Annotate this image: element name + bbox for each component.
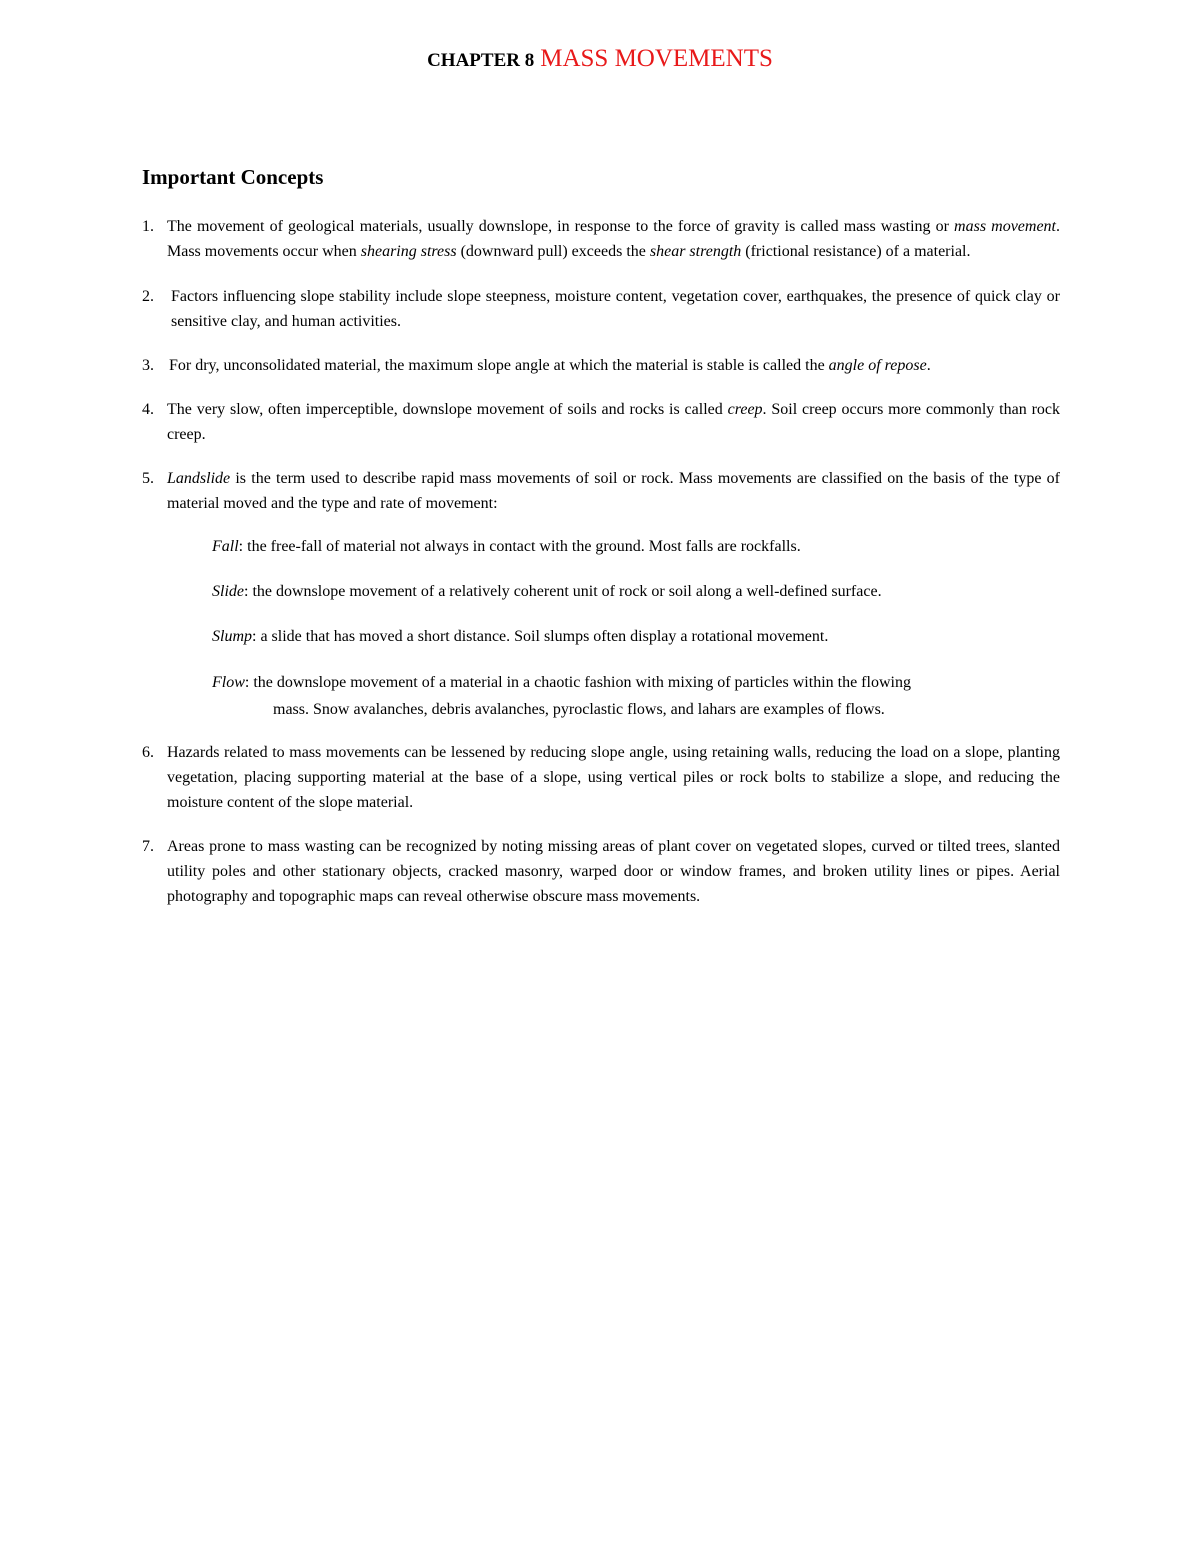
- term-creep: creep: [727, 401, 763, 418]
- item-number: 5.: [142, 470, 154, 487]
- chapter-title: [0, 42, 1200, 78]
- term-shearing-stress: shearing stress: [360, 243, 457, 260]
- term-angle-of-repose: angle of repose: [828, 357, 927, 374]
- movement-term: Flow: [212, 674, 245, 691]
- movement-desc-continued: mass. Snow avalanches, debris avalanches, pyroclastic flows, and lahars are examples of flows.: [273, 701, 885, 718]
- concept-item-5: [142, 466, 1060, 516]
- concepts-list: [142, 214, 1060, 909]
- movement-term: Fall: [212, 538, 239, 555]
- section-heading: Important Concepts: [142, 165, 324, 189]
- movement-term: Slide: [212, 583, 244, 600]
- item-number: 3.: [142, 357, 154, 374]
- concept-item-1: [142, 214, 1060, 264]
- movement-type-fall: [212, 534, 1060, 559]
- concept-item-7: [142, 834, 1060, 909]
- item-text: The very slow, often imperceptible, downslope movement of soils and rocks is called creep. Soil creep occurs more commonly than rock creep.: [167, 401, 1060, 443]
- movement-desc: : the downslope movement of a relatively coherent unit of rock or soil along a well-defined surface.: [244, 583, 882, 600]
- concept-item-3: [142, 353, 1060, 378]
- concept-item-6: [142, 740, 1060, 815]
- item-text: For dry, unconsolidated material, the maximum slope angle at which the material is stable is called the angle of repose.: [169, 357, 931, 374]
- item-text: Areas prone to mass wasting can be recognized by noting missing areas of plant cover on vegetated slopes, curved or tilted trees, slanted utility poles and other stationary objects, cracked masonry, warped door or window frames, and broken utility lines or pipes. Aerial photography and topographic maps can reveal otherwise obscure mass movements.: [167, 838, 1060, 905]
- movement-type-slump: [212, 624, 1060, 649]
- item-number: 2.: [142, 288, 154, 305]
- movement-term: Slump: [212, 628, 252, 645]
- movement-type-slide: [212, 579, 1060, 604]
- term-landslide: Landslide: [167, 470, 231, 487]
- concept-item-4: [142, 397, 1060, 447]
- term-mass-movement: mass movement: [954, 218, 1056, 235]
- item-text: The movement of geological materials, usually downslope, in response to the force of gravity is called mass wasting or mass movement. Mass movements occur when shearing stress (downward pull) exceeds the shear strength (frictional resistance) of a material.: [167, 218, 1060, 260]
- chapter-topic: MASS MOVEMENTS: [540, 45, 773, 72]
- item-number: 1.: [142, 218, 154, 235]
- chapter-number: CHAPTER 8: [427, 50, 535, 71]
- item-text: Factors influencing slope stability include slope steepness, moisture content, vegetation cover, earthquakes, the presence of quick clay or sensitive clay, and human activities.: [171, 288, 1060, 330]
- item-text: Landslide is the term used to describe rapid mass movements of soil or rock. Mass movements are classified on the basis of the type of material moved and the type and rate of movement:: [167, 470, 1060, 512]
- item-text: Hazards related to mass movements can be lessened by reducing slope angle, using retaining walls, reducing the load on a slope, planting vegetation, placing supporting material at the base of a slope, using vertical piles or rock bolts to stabilize a slope, and reducing the moisture content of the slope material.: [167, 744, 1060, 811]
- item-number: 7.: [142, 838, 154, 855]
- item-number: 4.: [142, 401, 154, 418]
- term-shear-strength: shear strength: [649, 243, 742, 260]
- movement-desc: : the downslope movement of a material in a chaotic fashion with mixing of particles within the flowing: [244, 674, 911, 691]
- item-number: 6.: [142, 744, 154, 761]
- movement-desc: : the free-fall of material not always in contact with the ground. Most falls are rockfalls.: [238, 538, 801, 555]
- movement-type-flow: [212, 669, 1060, 723]
- movement-types-list: [142, 534, 1060, 723]
- concept-item-2: [142, 284, 1060, 334]
- movement-desc: : a slide that has moved a short distance. Soil slumps often display a rotational movement.: [252, 628, 829, 645]
